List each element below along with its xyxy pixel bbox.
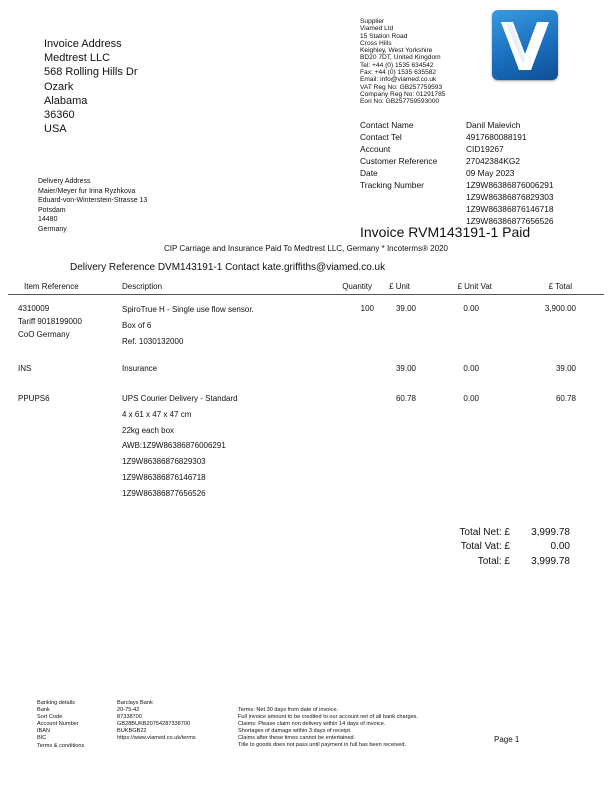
banking-label: Banking details bbox=[37, 700, 75, 706]
item-tariff: Tariff 9018199000 bbox=[18, 317, 82, 326]
total-vat-value: 0.00 bbox=[550, 541, 570, 552]
total-vat bbox=[420, 541, 576, 552]
banking-labels bbox=[37, 700, 84, 750]
meta-label: Contact Tel bbox=[360, 132, 402, 142]
total-net-value: 3,999.78 bbox=[531, 527, 570, 538]
meta-value: 1Z9W86386876829303 bbox=[466, 192, 554, 202]
banking-value: Barclays Bank bbox=[117, 700, 153, 706]
terms-line: Claims: Please claim non delivery within 14 days of invoice. bbox=[238, 721, 386, 728]
header-unit: £ Unit bbox=[389, 282, 410, 291]
header-divider bbox=[8, 294, 604, 295]
delivery-address-line: Eduard-von-Winterstein-Strasse 13 bbox=[38, 197, 148, 205]
header-item-reference: Item Reference bbox=[24, 282, 79, 291]
total-vat-label: Total Vat: £ bbox=[460, 541, 510, 552]
header-description: Description bbox=[122, 282, 163, 291]
banking-value: 87338700 bbox=[117, 714, 142, 721]
total-net bbox=[420, 527, 576, 538]
invoice-title: Invoice RVM143191-1 Paid bbox=[360, 224, 531, 240]
meta-value: 4917680088191 bbox=[466, 132, 527, 142]
description-line: Box of 6 bbox=[122, 320, 152, 330]
description-line: UPS Courier Delivery - Standard bbox=[122, 394, 238, 403]
supplier-block bbox=[360, 18, 445, 106]
banking-value: https://www.viamed.co.uk/terms bbox=[117, 735, 196, 742]
table-row bbox=[18, 302, 82, 341]
supplier-line: Eori No: GB257759593000 bbox=[360, 98, 440, 106]
description-line: 4 x 61 x 47 x 47 cm bbox=[122, 409, 192, 419]
terms-line: Shortages of damage within 3 days of receipt. bbox=[238, 728, 352, 735]
header-quantity: Quantity bbox=[342, 282, 372, 291]
item-total: 3,900.00 bbox=[544, 304, 576, 313]
banking-value: BUKBGB22 bbox=[117, 728, 147, 735]
terms-line: Claims after these times cannot be entertained. bbox=[238, 735, 356, 742]
item-description bbox=[122, 391, 238, 502]
description-line: 1Z9W86386876829303 bbox=[122, 457, 206, 467]
meta-value: 1Z9W86386876006291 bbox=[466, 180, 554, 190]
terms-block bbox=[238, 707, 418, 750]
meta-label: Date bbox=[360, 168, 378, 178]
banking-value: GB28BUKB20754287338700 bbox=[117, 721, 191, 728]
delivery-address-line: Germany bbox=[38, 225, 67, 233]
delivery-address bbox=[38, 177, 147, 235]
meta-label: Account bbox=[360, 144, 391, 154]
description-line: AWB:1Z9W86386876006291 bbox=[122, 441, 226, 451]
terms-line: Full invoice amount to be credited to our account net of all bank charges. bbox=[238, 714, 419, 721]
delivery-address-line: Potsdam bbox=[38, 206, 66, 214]
terms-line: Title to goods does not pass until payment in full has been received. bbox=[238, 742, 407, 749]
item-unit-vat: 0.00 bbox=[463, 304, 479, 313]
item-description bbox=[122, 302, 254, 349]
incoterms-line: CIP Carriage and Insurance Paid To Medtrest LLC, Germany * Incoterms® 2020 bbox=[164, 244, 448, 253]
total-gross bbox=[420, 556, 576, 567]
banking-label: Sort Code bbox=[37, 714, 63, 721]
invoice-address-line: 36360 bbox=[44, 109, 75, 122]
invoice-address-line: USA bbox=[44, 123, 67, 136]
item-unit-price: 39.00 bbox=[395, 304, 416, 313]
meta-label bbox=[360, 191, 466, 203]
meta-value: 1Z9W86386876146718 bbox=[466, 204, 554, 214]
supplier-line: VAT Reg No: GB257759593 bbox=[360, 83, 443, 91]
meta-value: Danil Malevich bbox=[466, 120, 521, 130]
description-line: 22kg each box bbox=[122, 425, 175, 435]
page-number: Page 1 bbox=[494, 735, 520, 744]
delivery-reference: Delivery Reference DVM143191-1 Contact kate.griffiths@viamed.co.uk bbox=[70, 262, 386, 273]
item-total: 60.78 bbox=[555, 394, 576, 403]
item-reference: PPUPS6 bbox=[18, 394, 50, 403]
meta-value: 1Z9W86386877656526 bbox=[466, 216, 554, 226]
description-line: 1Z9W86386876146718 bbox=[122, 472, 206, 482]
meta-label: Customer Reference bbox=[360, 156, 438, 166]
item-unit-price: 60.78 bbox=[395, 394, 416, 403]
banking-label: Terms & conditions bbox=[37, 742, 85, 749]
supplier-line: 15 Station Road bbox=[360, 32, 408, 40]
description-line: SpiroTrue H - Single use flow sensor. bbox=[122, 305, 254, 314]
item-origin: CoO Germany bbox=[18, 330, 70, 339]
invoice-address-line: Alabama bbox=[44, 94, 88, 107]
item-total: 39.00 bbox=[555, 364, 576, 373]
meta-value: CID19267 bbox=[466, 144, 504, 154]
header-unit-vat: £ Unit Vat bbox=[457, 282, 492, 291]
terms-line: Terms: Net 30 days from date of invoice. bbox=[238, 707, 339, 713]
invoice-address-line: 568 Rolling Hills Dr bbox=[44, 66, 138, 79]
invoice-address-line: Ozark bbox=[44, 80, 74, 93]
supplier-line: Viamed Ltd bbox=[360, 25, 394, 33]
meta-value: 27042384KG2 bbox=[466, 156, 521, 166]
supplier-line: Keighley, West Yorkshire bbox=[360, 47, 433, 55]
header-total: £ Total bbox=[548, 282, 572, 291]
item-quantity: 100 bbox=[360, 304, 374, 313]
invoice-address-line: Invoice Address bbox=[44, 38, 122, 50]
banking-label: IBAN bbox=[37, 728, 51, 735]
invoice-address-line: Medtrest LLC bbox=[44, 52, 111, 65]
item-unit-price: 39.00 bbox=[395, 364, 416, 373]
item-reference: INS bbox=[18, 364, 32, 373]
meta-label: Tracking Number bbox=[360, 180, 424, 190]
banking-value: 20-75-42 bbox=[117, 707, 140, 714]
delivery-address-line: 14480 bbox=[38, 216, 58, 224]
banking-label: BIC bbox=[37, 735, 47, 742]
invoice-address bbox=[44, 37, 138, 136]
total-net-label: Total Net: £ bbox=[459, 527, 510, 538]
item-reference: 4310009 bbox=[18, 304, 50, 313]
supplier-line: Company Reg No: 01291785 bbox=[360, 90, 446, 98]
viamed-logo-icon bbox=[492, 10, 558, 80]
item-description: Insurance bbox=[122, 364, 158, 373]
delivery-address-line: Maier/Meyer fur Irina Ryzhkova bbox=[38, 187, 136, 195]
banking-label: Account Number bbox=[37, 721, 79, 728]
banking-label: Bank bbox=[37, 707, 50, 714]
supplier-line: Tel: +44 (0) 1535 634542 bbox=[360, 61, 434, 69]
meta-label bbox=[360, 203, 466, 215]
total-gross-value: 3,999.78 bbox=[531, 556, 570, 567]
supplier-line: Cross Hills bbox=[360, 39, 392, 47]
item-unit-vat: 0.00 bbox=[463, 364, 479, 373]
supplier-line: Fax: +44 (0) 1535 635582 bbox=[360, 69, 437, 77]
item-unit-vat: 0.00 bbox=[463, 394, 479, 403]
description-line: 1Z9W86386877656526 bbox=[122, 488, 206, 498]
meta-value: 09 May 2023 bbox=[466, 168, 515, 178]
delivery-address-line: Delivery Address bbox=[38, 178, 91, 185]
banking-values bbox=[117, 700, 196, 743]
description-line: Ref. 1030132000 bbox=[122, 336, 184, 346]
invoice-meta bbox=[360, 119, 554, 227]
total-gross-label: Total: £ bbox=[477, 556, 510, 567]
supplier-line: Supplier bbox=[360, 18, 385, 25]
meta-label: Contact Name bbox=[360, 120, 414, 130]
supplier-line: Email: info@viamed.co.uk bbox=[360, 76, 437, 84]
supplier-line: BD20 7DT, United Kingdom bbox=[360, 54, 441, 62]
